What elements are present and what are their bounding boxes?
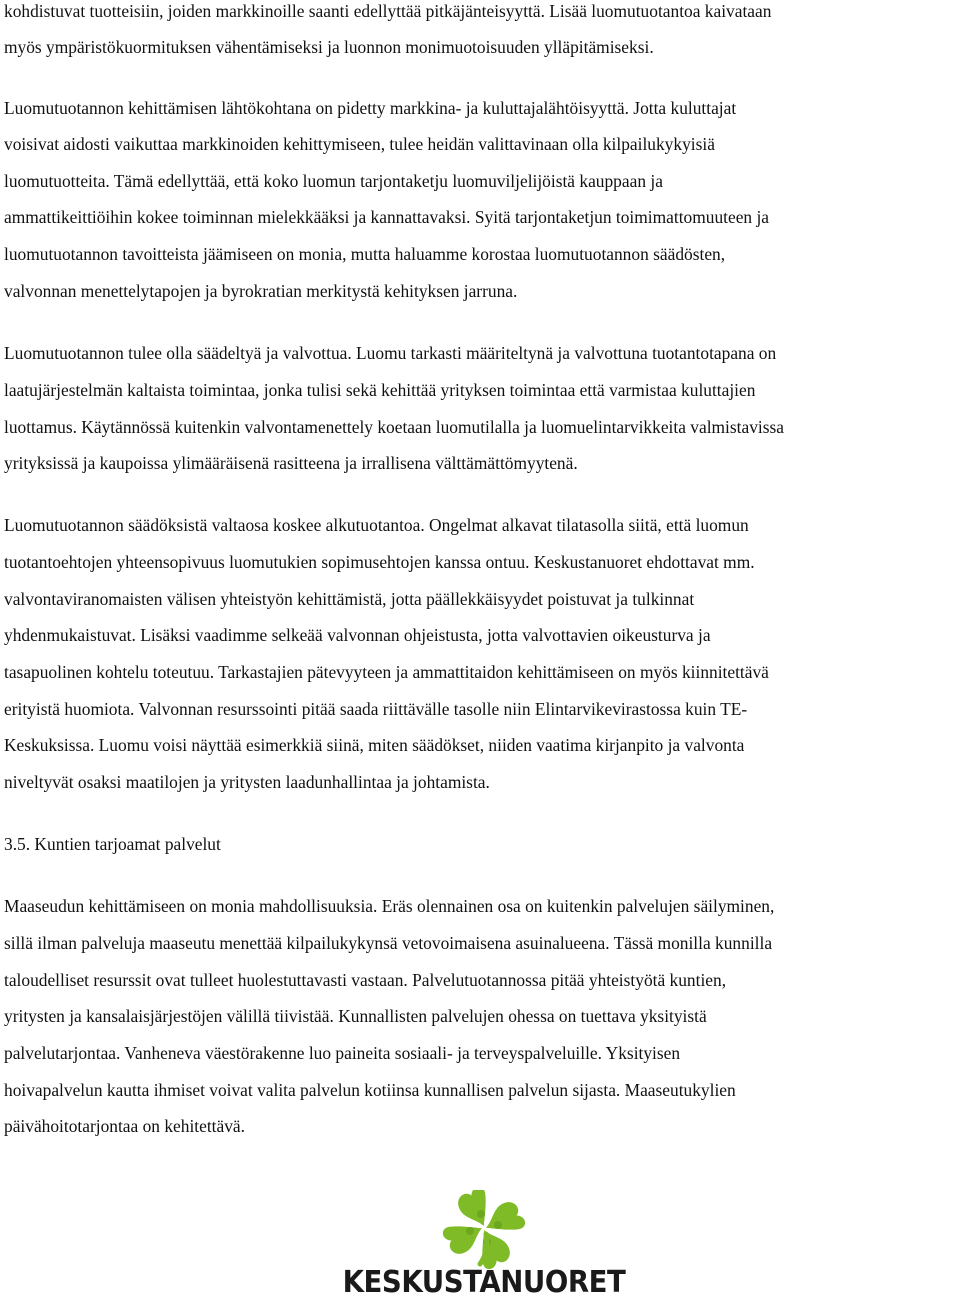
text-line: tasapuolinen kohtelu toteutuu. Tarkastajien pätevyyteen ja ammattitaidon kehittämiseen on myös kiinnitettävä (4, 662, 769, 682)
text-line: tuotantoehtojen yhteensopivuus luomutukien sopimusehtojen kanssa ontuu. Keskustanuoret ehdottavat mm. (4, 552, 755, 572)
text-line: yrityksissä ja kaupoissa ylimääräisenä rasitteena ja irrallisena välttämättömyytenä. (4, 453, 578, 473)
text-line: päivähoitotarjontaa on kehitettävä. (4, 1116, 245, 1136)
text-line: yritysten ja kansalaisjärjestöjen välillä tiivistää. Kunnallisten palvelujen ohessa on tuettava yksityistä (4, 1006, 707, 1026)
section-heading: 3.5. Kuntien tarjoamat palvelut (4, 834, 221, 854)
text-line: sillä ilman palveluja maaseutu menettää kilpailukykynsä vetovoimaisena asuinalueena. Tässä monilla kunnilla (4, 933, 773, 953)
text-line: erityistä huomiota. Valvonnan resurssointi pitää saada riittävälle tasolle niin Elintarvikevirastossa kuin TE- (4, 699, 748, 719)
text-line: valvonnan menettelytapojen ja byrokratian merkitystä kehityksen jarruna. (4, 281, 518, 301)
text-line: luomutuotteita. Tämä edellyttää, että koko luomun tarjontaketju luomuviljelijöistä kauppaan ja (4, 171, 663, 191)
text-line: laatujärjestelmän kaltaista toimintaa, jonka tulisi sekä kehittää yrityksen toimintaa että varmistaa kuluttajien (4, 380, 756, 400)
text-line: voisivat aidosti vaikuttaa markkinoiden kehittymiseen, tulee heidän valittavinaan olla kilpailukykyisiä (4, 134, 715, 154)
text-line: ammattikeittiöihin kokee toiminnan mielekkääksi ja kannattavaksi. Syitä tarjontaketjun toimimattomuuteen ja (4, 207, 770, 227)
keskustanuoret-logo (326, 1190, 642, 1300)
text-line: hoivapalvelun kautta ihmiset voivat valita palvelun kotiinsa kunnallisen palvelun sijasta. Maaseutukylien (4, 1080, 736, 1100)
text-line: kohdistuvat tuotteisiin, joiden markkinoille saanti edellyttää pitkäjänteisyyttä. Lisää luomutuotantoa kaivataan (4, 1, 772, 21)
text-line: luottamus. Käytännössä kuitenkin valvontamenettely koetaan luomutilalla ja luomuelintarvikkeita valmistavissa (4, 417, 784, 437)
text-line: Luomutuotannon kehittämisen lähtökohtana on pidetty markkina- ja kuluttajalähtöisyyttä. Jotta kuluttajat (4, 98, 737, 118)
text-line: luomutuotannon tavoitteista jäämiseen on monia, mutta haluamme korostaa luomutuotannon säädösten, (4, 244, 726, 264)
text-line: palvelutarjontaa. Vanheneva väestörakenne luo paineita sosiaali- ja terveyspalveluille. Yksityisen (4, 1043, 681, 1063)
text-line: niveltyvät osaksi maatilojen ja yritysten laadunhallintaa ja johtamista. (4, 772, 490, 792)
text-line: valvontaviranomaisten välisen yhteistyön kehittämistä, jotta päällekkäisyydet poistuvat ja tulkinnat (4, 589, 695, 609)
text-line: Luomutuotannon säädöksistä valtaosa koskee alkutuotantoa. Ongelmat alkavat tilatasolla siitä, että luomun (4, 515, 749, 535)
text-line: taloudelliset resurssit ovat tulleet huolestuttavasti vastaan. Palvelutuotannossa pitää yhteistyötä kuntien, (4, 970, 727, 990)
text-line: Keskuksissa. Luomu voisi näyttää esimerkkiä siinä, miten säädökset, niiden vaatima kirjanpito ja valvonta (4, 735, 745, 755)
text-line: Maaseudun kehittämiseen on monia mahdollisuuksia. Eräs olennainen osa on kuitenkin palvelujen säilyminen, (4, 896, 775, 916)
text-line: Luomutuotannon tulee olla säädeltyä ja valvottua. Luomu tarkasti määriteltynä ja valvottuna tuotantotapana on (4, 343, 777, 363)
text-line: yhdenmukaistuvat. Lisäksi vaadimme selkeää valvonnan ohjeistusta, jotta valvottavien oikeusturva ja (4, 625, 711, 645)
four-leaf-clover-icon (326, 1190, 642, 1270)
logo-wordmark: KESKUSTANUORET (342, 1265, 626, 1300)
text-line: myös ympäristökuormituksen vähentämiseksi ja luonnon monimuotoisuuden ylläpitämiseksi. (4, 37, 654, 57)
